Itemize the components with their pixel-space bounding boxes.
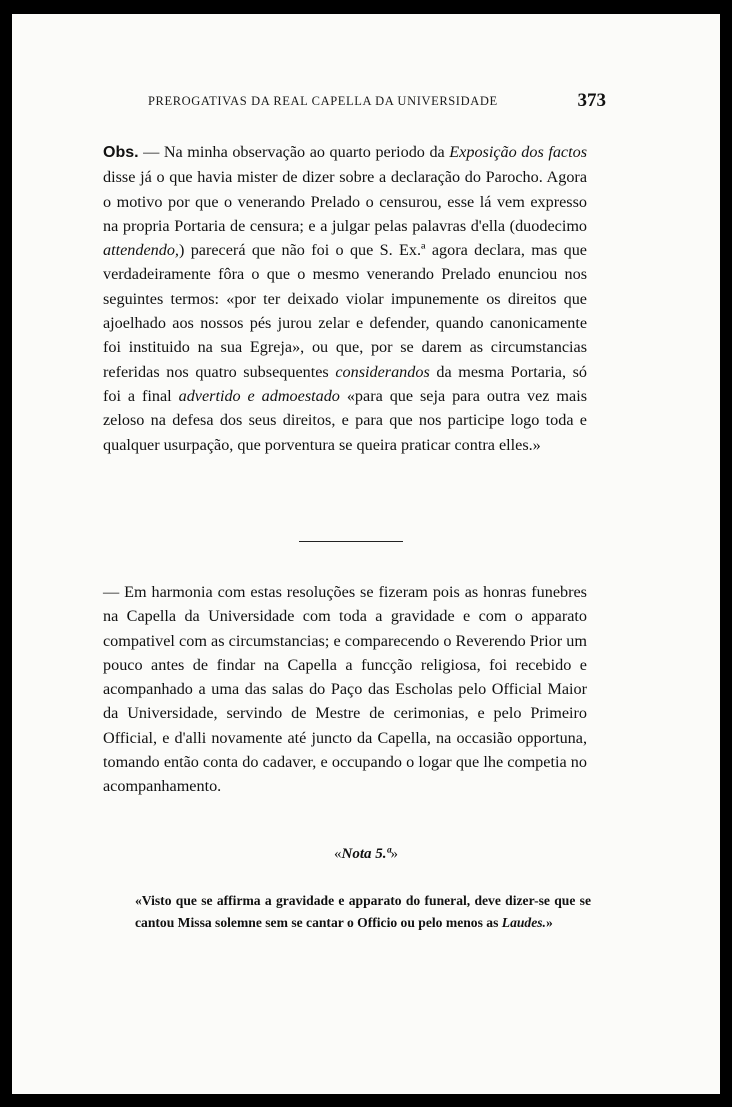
note-end: » bbox=[545, 915, 553, 930]
book-page bbox=[12, 14, 720, 1094]
paragraph-text: da mesma Portaria, só foi a final bbox=[103, 362, 587, 405]
note-text bbox=[135, 890, 591, 934]
running-header: PREROGATIVAS DA REAL CAPELLA DA UNIVERSIDADE bbox=[148, 94, 498, 108]
italic-phrase: Exposição dos factos bbox=[449, 143, 587, 161]
observation-paragraph bbox=[103, 140, 587, 457]
note-title-close: » bbox=[390, 846, 398, 862]
paragraph-text: ) parecerá que não foi o que S. Ex.ª agora declara, mas que verdadeiramente fôra o que o mesmo venerando Prelado enunciou nos seguintes termos: «por ter deixado violar impunemente os direitos que ajoelhado aos nossos pés jurou zelar e defender, quando canonicamente foi instituido na sua Egreja», ou que, por se darem as circumstancias referidas nos quatro subsequentes bbox=[103, 241, 587, 381]
paragraph-text: — Na minha observação ao quarto periodo da bbox=[138, 143, 450, 161]
paragraph-text: disse já o que havia mister de dizer sobre a declaração do Parocho. Agora o motivo por que o venerando Prelado o censurou, esse lá vem expresso na propria Portaria de censura; e a julgar pelas palavras d'ella (duodecimo bbox=[103, 168, 587, 235]
obs-label: Obs. bbox=[103, 144, 139, 161]
italic-phrase: considerandos bbox=[335, 362, 430, 381]
note-title-text: Nota 5.ª bbox=[341, 846, 391, 862]
note-italic: Laudes. bbox=[501, 915, 546, 930]
section-divider bbox=[299, 541, 403, 542]
italic-phrase: attendendo, bbox=[103, 241, 179, 260]
funeral-paragraph: — Em harmonia com estas resoluções se fizeram pois as honras funebres na Capella da Universidade com toda a gravidade e com o apparato compativel com as circumstancias; e comparecendo o Reverendo Prior um pouco antes de findar na Capella a funcção religiosa, foi recebido e acompanhado a uma das salas do Paço das Escholas pelo Official Maior da Universidade, servindo de Mestre de cerimonias, e pelo Primeiro Official, e d'alli novamente até juncto da Capella, na occasião opportuna, tomando então conta do cadaver, e occupando o logar que lhe competia no acompanhamento. bbox=[103, 583, 587, 796]
italic-phrase: advertido e admoestado bbox=[178, 386, 340, 405]
page-number: 373 bbox=[577, 90, 606, 111]
paragraph-text: «para que seja para outra vez mais zeloso na defesa dos seus direitos, e para que nos participe logo toda e qualquer usurpação, que porventura se queira praticar contra elles.» bbox=[103, 386, 587, 454]
note-body: «Visto que se affirma a gravidade e apparato do funeral, deve dizer-se que se cantou Missa solemne sem se cantar o Officio ou pelo menos as bbox=[135, 893, 591, 930]
note-title bbox=[12, 846, 720, 863]
note-title-open: « bbox=[334, 846, 342, 862]
